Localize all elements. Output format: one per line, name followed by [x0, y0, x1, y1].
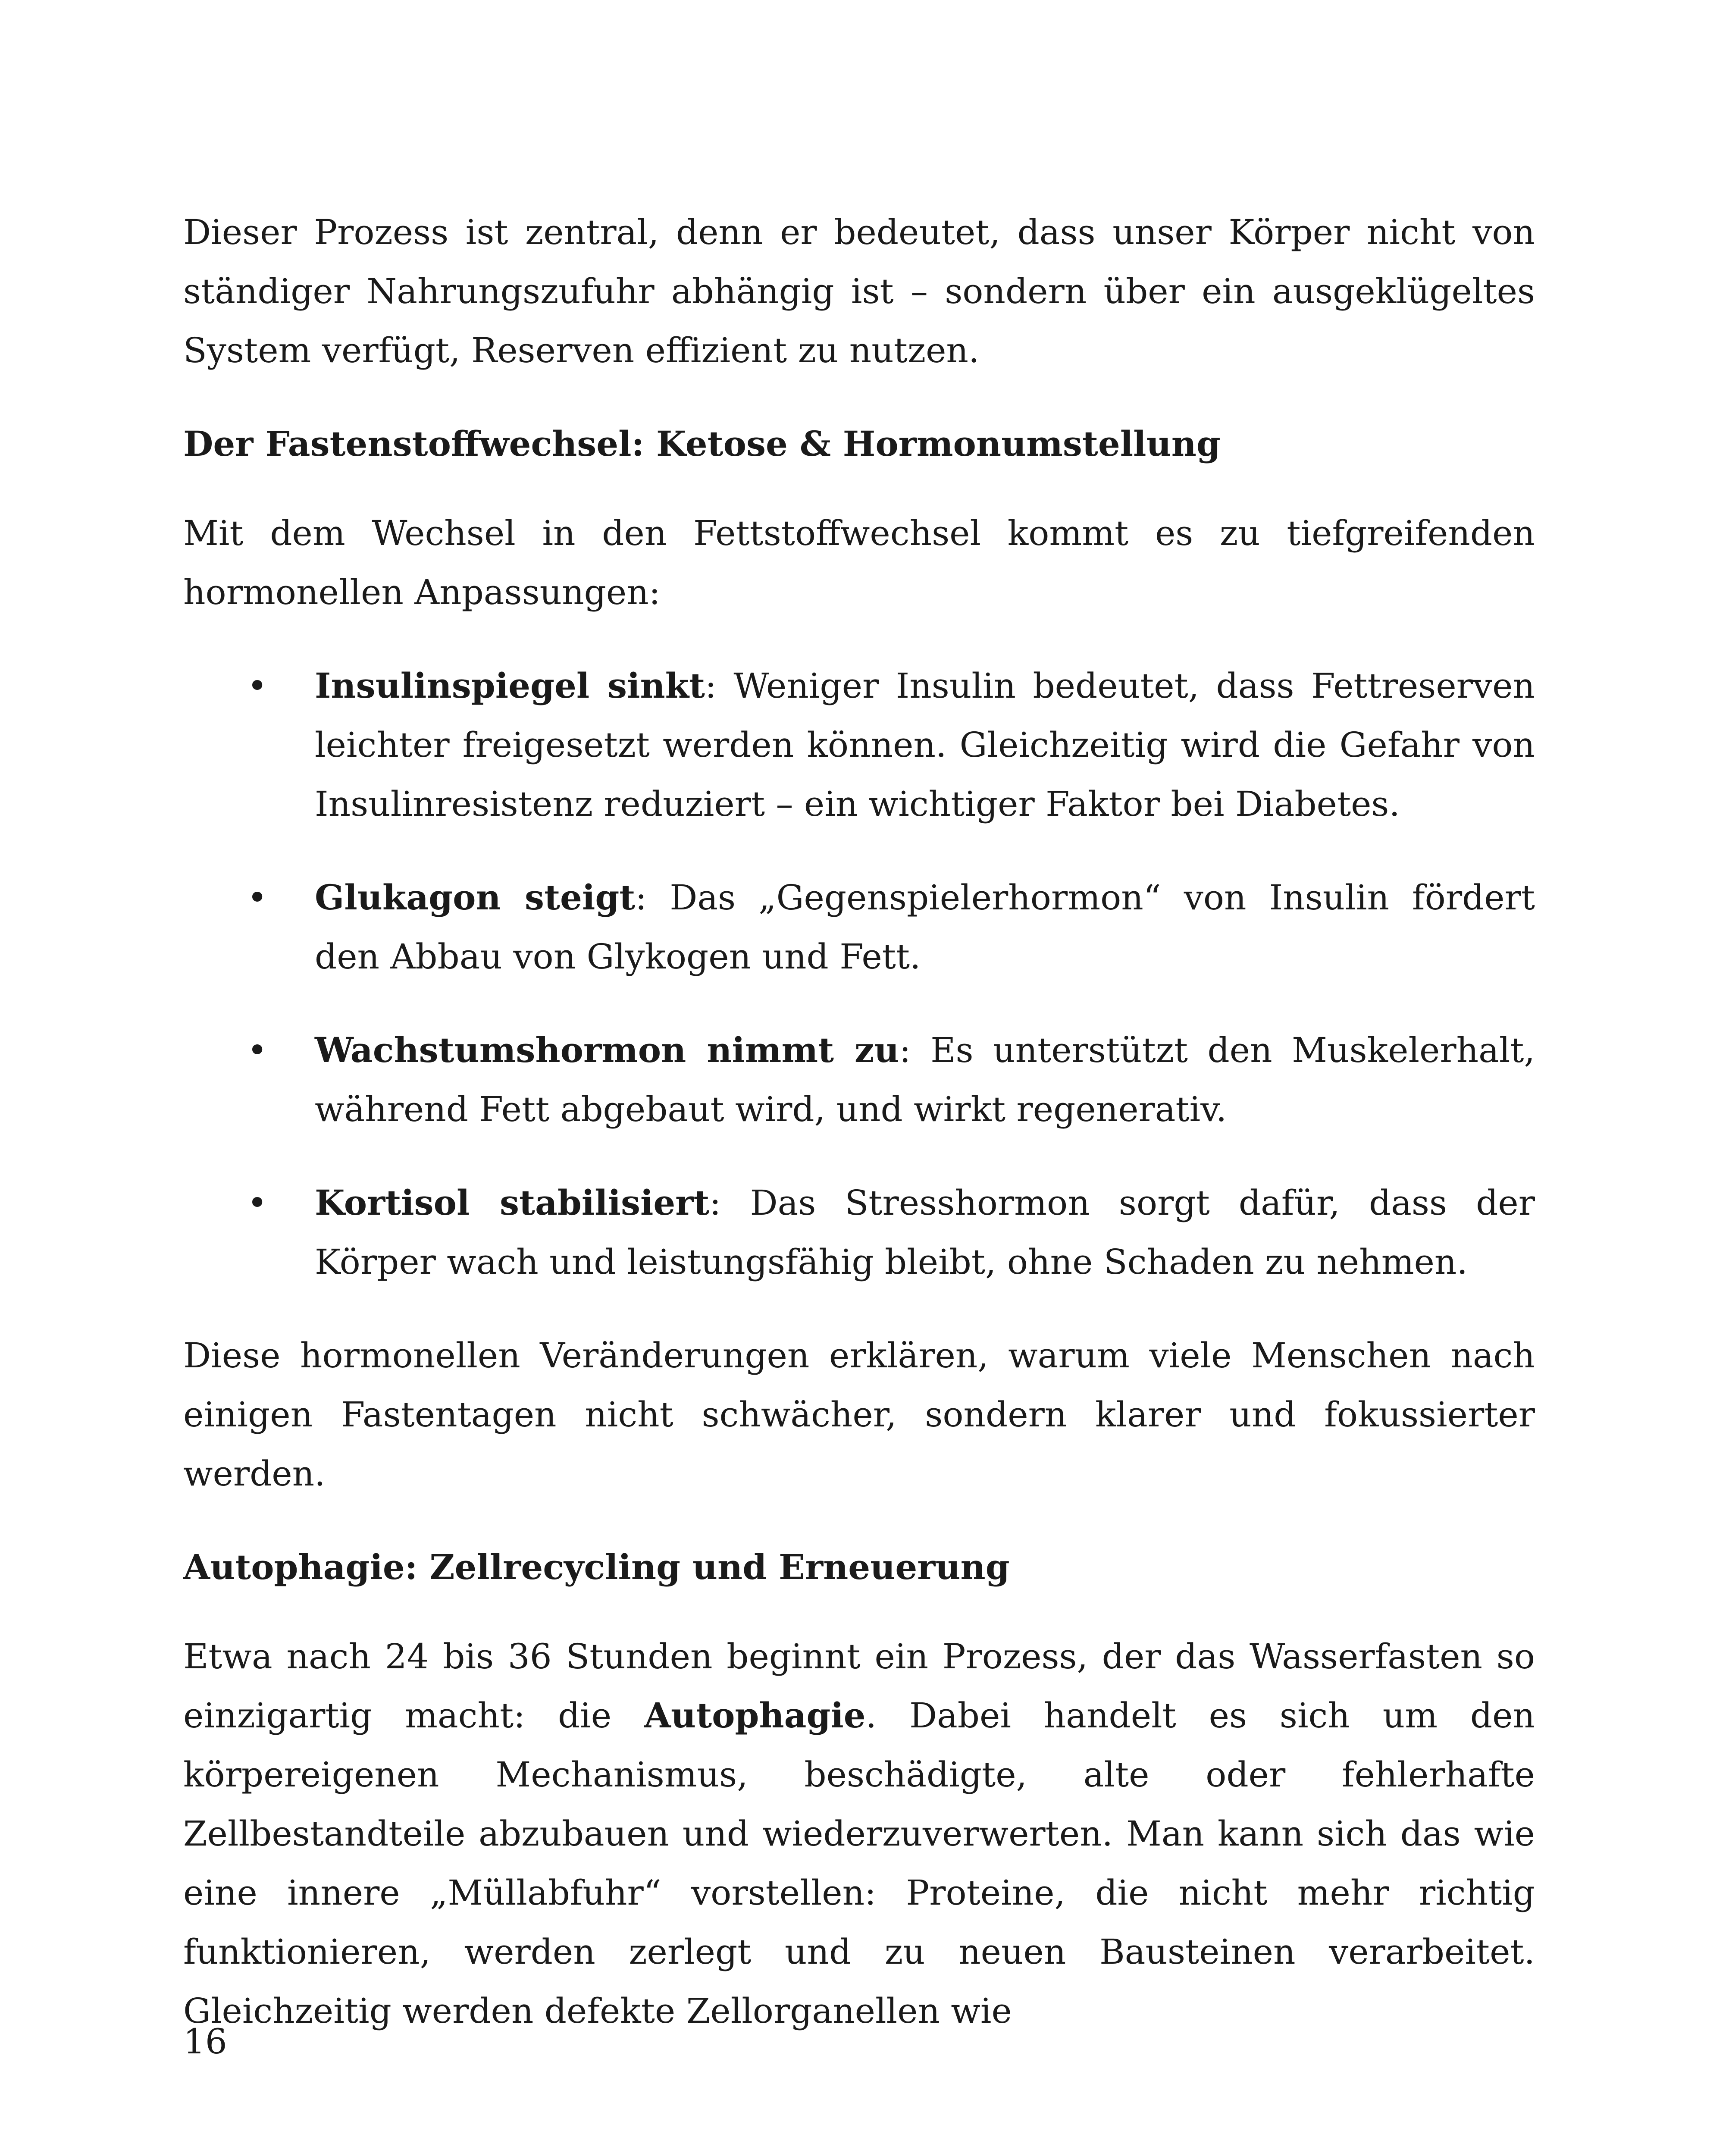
bullet-icon: •	[247, 1030, 268, 1070]
paragraph-text: . Dabei handelt es sich um den körpereigenen Mechanismus, beschädigte, alte oder fehlerhafte Zellbestandteile abzubauen und wiederzuverwerten. Man kann sich das wie eine innere „Müllabfuhr“ vorstellen: Proteine, die nicht mehr richtig funktionieren, werden zerlegt und zu neuen Bausteinen verarbeitet. Gleichzeitig werden defekte Zellorganellen wie	[183, 1695, 1535, 2031]
list-item-term: Glukagon steigt	[315, 877, 636, 918]
list-item-text: : Es unterstützt den Muskelerhalt, während Fett abgebaut wird, und wirkt regenerativ.	[315, 1030, 1535, 1129]
paragraph-text: Etwa nach 24 bis 36 Stunden beginnt ein Prozess, der das Wasserfasten so einzigartig macht: die	[183, 1636, 1535, 1736]
body-paragraph	[183, 1627, 1535, 2040]
list-item-text: : Das „Gegenspielerhormon“ von Insulin fördert den Abbau von Glykogen und Fett.	[315, 877, 1535, 977]
list-item	[183, 1173, 1535, 1291]
page-body	[183, 203, 1535, 2075]
list-item-term: Insulinspiegel sinkt	[315, 665, 705, 706]
list-item-term: Wachstumshormon nimmt zu	[315, 1030, 899, 1070]
body-paragraph: Dieser Prozess ist zentral, denn er bedeutet, dass unser Körper nicht von ständiger Nahrungszufuhr abhängig ist – sondern über ein ausgeklügeltes System verfügt, Reserven effizient zu nutzen.	[183, 212, 1535, 370]
bullet-icon: •	[247, 666, 268, 706]
list-item-text: : Das Stresshormon sorgt dafür, dass der Körper wach und leistungsfähig bleibt, ohne Schaden zu nehmen.	[315, 1183, 1535, 1282]
bullet-icon: •	[247, 877, 268, 918]
bullet-icon: •	[247, 1183, 268, 1223]
list-item	[183, 868, 1535, 986]
section-heading: Der Fastenstoffwechsel: Ketose & Hormonumstellung	[183, 423, 1221, 464]
list-item	[183, 1021, 1535, 1139]
bullet-list	[183, 656, 1535, 1291]
section-heading: Autophagie: Zellrecycling und Erneuerung	[183, 1547, 1010, 1587]
emphasis-term: Autophagie	[644, 1695, 866, 1736]
list-item-text: : Weniger Insulin bedeutet, dass Fettreserven leichter freigesetzt werden können. Gleichzeitig wird die Gefahr von Insulinresistenz reduziert – ein wichtiger Faktor bei Diabetes.	[315, 666, 1535, 824]
body-paragraph: Diese hormonellen Veränderungen erklären, warum viele Menschen nach einigen Fastentagen nicht schwächer, sondern klarer und fokussierter werden.	[183, 1335, 1535, 1494]
list-item	[183, 656, 1535, 834]
list-item-term: Kortisol stabilisiert	[315, 1182, 710, 1223]
body-paragraph: Mit dem Wechsel in den Fettstoffwechsel kommt es zu tiefgreifenden hormonellen Anpassungen:	[183, 513, 1535, 612]
page-number: 16	[183, 2021, 227, 2062]
